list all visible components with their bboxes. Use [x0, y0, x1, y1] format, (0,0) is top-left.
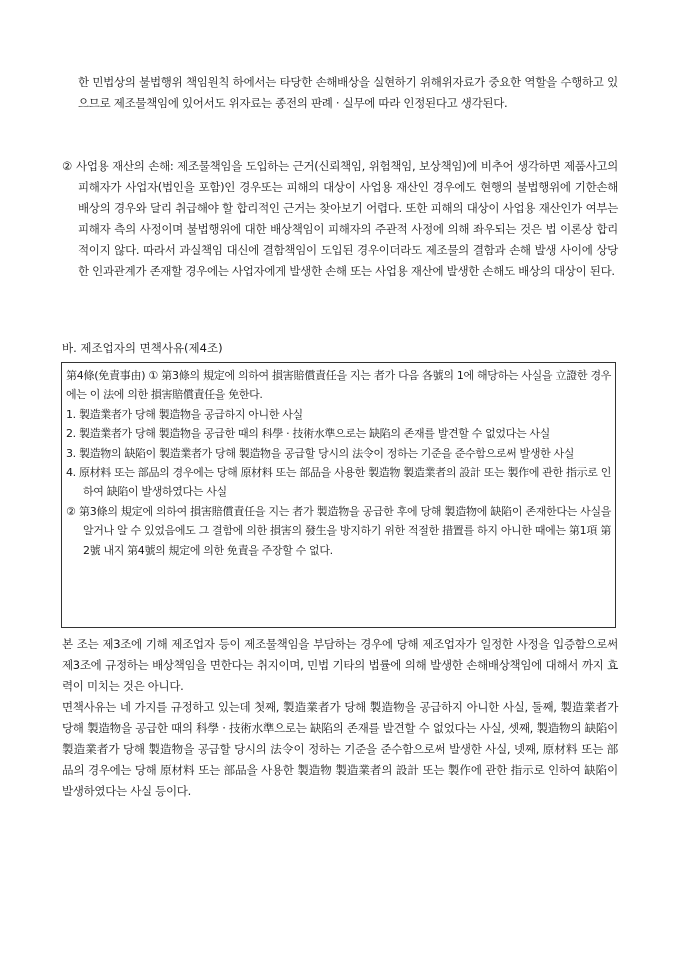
- business-property-damage-paragraph: ② 사업용 재산의 손해: 제조물책임을 도입하는 근거(신뢰책임, 위험책임, 보상책임)에 비추어 생각하면 제품사고의 피해자가 사업자(법인을 포함)인 경우또는 피해의 대상이 사업용 재산인 경우에도 현행의 불법행위에 기한손해배상의 경우와 달리 취급해야 할 합리적인 근거는 찾아보기 어렵다. 또한 피해의 대상이 사업용 재산인가 여부는 피해자 측의 사정이며 불법행위에 대한 배상책임이 피해자의 주관적 사정에 의해 좌우되는 것은 법 이론상 합리적이지 않다. 따라서 과실책임 대신에 결함책임이 도입된 경우이더라도 제조물의 결함과 손해 발생 사이에 상당한 인과관계가 존재할 경우에는 사업자에게 발생한 손해 또는 사업용 재산에 발생한 손해도 배상의 대상이 된다.: [62, 159, 618, 278]
- section-heading: 바. 제조업자의 면책사유(제4조): [62, 341, 223, 355]
- statute-paragraph-2: ② 第3條의 規定에 의하여 損害賠償責任을 지는 者가 製造物을 공급한 후에 당해 製造物에 缺陷이 존재한다는 사실을 알거나 알 수 있었음에도 그 결함에 의한 損害의 發生을 방지하기 위한 적절한 措置를 하지 아니한 때에는 第1項 第2號 내지 第4號의 規定에 의한 免責을 주장할 수 없다.: [66, 504, 611, 557]
- intro-paragraph: 한 민법상의 불법행위 책임원칙 하에서는 타당한 손해배상을 실현하기 위해위자료가 중요한 역할을 수행하고 있으므로 제조물책임에 있어서도 위자료는 종전의 판례 · 실무에 따라 인정된다고 생각된다.: [78, 75, 618, 110]
- statute-heading: 第4條(免責事由) ① 第3條의 規定에 의하여 損害賠償責任을 지는 者가 다음 各號의 1에 해당하는 사실을 立證한 경우에는 이 法에 의한 損害賠償責任을 免한다.: [66, 369, 611, 402]
- statute-box: [61, 362, 616, 628]
- statute-item-4: 4. 原材料 또는 部品의 경우에는 당해 原材料 또는 部品을 사용한 製造物 製造業者의 設計 또는 製作에 관한 指示로 인하여 缺陷이 발생하였다는 사실: [66, 466, 611, 499]
- summary-paragraph: 면책사유는 네 가지를 규정하고 있는데 첫째, 製造業者가 당해 製造物을 공급하지 아니한 사실, 둘째, 製造業者가 당해 製造物을 공급한 때의 科學 · 技術水準으로는 缺陷의 존재를 발견할 수 없었다는 사실, 셋째, 製造物의 缺陷이 製造業者가 당해 製造物을 공급할 당시의 法令이 정하는 기준을 준수함으로써 발생한 사실, 넷째, 原材料 또는 部品의 경우에는 당해 原材料 또는 部品을 사용한 製造物 製造業者의 設計 또는 製作에 관한 指示로 인하여 缺陷이 발생하였다는 사실 등이다.: [62, 700, 618, 798]
- explanation-paragraph: 본 조는 제3조에 기해 제조업자 등이 제조물책임을 부담하는 경우에 당해 제조업자가 일정한 사정을 입증함으로써 제3조에 규정하는 배상책임을 면한다는 취지이며, 민법 기타의 법률에 의해 발생한 손해배상책임에 대해서 까지 효력이 미치는 것은 아니다.: [62, 637, 618, 693]
- statute-item-3: 3. 製造物의 缺陷이 製造業者가 당해 製造物을 공급할 당시의 法令이 정하는 기준을 준수함으로써 발생한 사실: [66, 446, 575, 460]
- statute-item-2: 2. 製造業者가 당해 製造物을 공급한 때의 科學 · 技術水準으로는 缺陷의 존재를 발견할 수 없었다는 사실: [66, 427, 550, 441]
- statute-item-1: 1. 製造業者가 당해 製造物을 공급하지 아니한 사실: [66, 407, 303, 421]
